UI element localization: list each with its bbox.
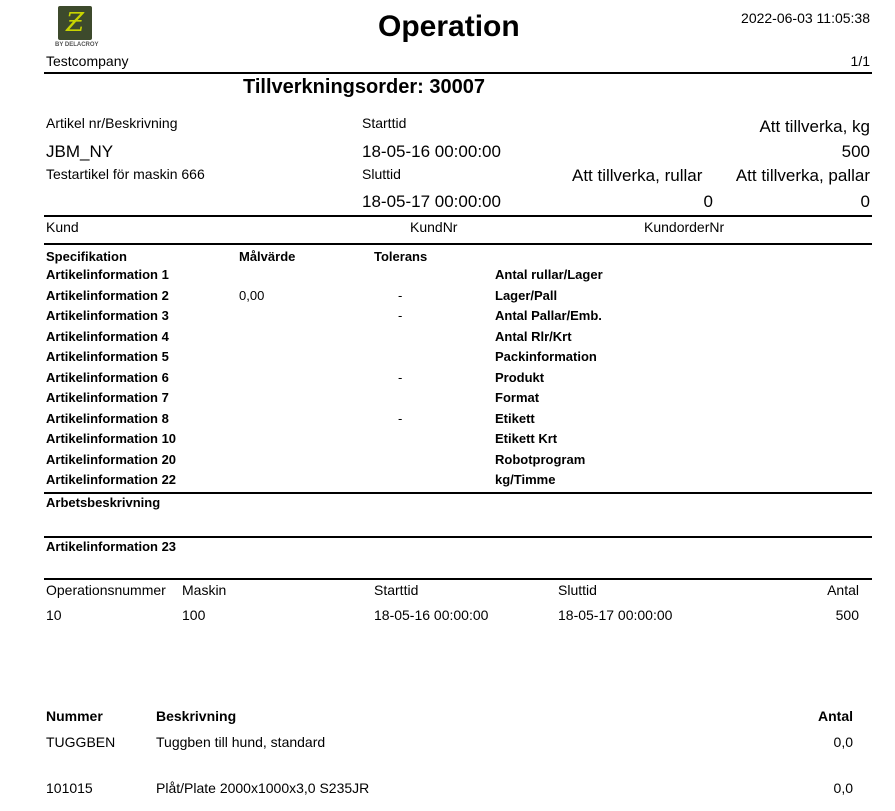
article-info-23-label: Artikelinformation 23 — [46, 539, 177, 554]
pack-info-label: Produkt — [495, 370, 545, 385]
target-header: Målvärde — [239, 249, 296, 264]
company-name: Testcompany — [46, 53, 129, 69]
page-title: Operation — [378, 10, 520, 43]
divider — [44, 243, 872, 245]
operation-qty-header: Antal — [827, 582, 859, 598]
pack-info-label: Format — [495, 390, 540, 405]
logo-tagline: BY DELACROY — [55, 42, 99, 48]
spec-name: Artikelinformation 3 — [46, 308, 169, 323]
operation-end-header: Sluttid — [558, 582, 597, 598]
spec-name: Artikelinformation 6 — [46, 370, 169, 385]
company-logo — [58, 6, 92, 40]
rolls-value: 0 — [703, 192, 713, 211]
spec-header: Specifikation — [46, 249, 127, 264]
pallets-value: 0 — [860, 192, 870, 211]
divider — [44, 492, 872, 494]
spec-tolerance: - — [398, 370, 403, 385]
operation-end: 18-05-17 00:00:00 — [558, 607, 673, 623]
machine-header: Maskin — [182, 582, 227, 598]
pack-info-label: Antal Pallar/Emb. — [495, 308, 602, 323]
spec-tolerance: - — [398, 411, 403, 426]
material-description: Tuggben till hund, standard — [156, 734, 326, 750]
divider — [44, 536, 872, 538]
spec-target: 0,00 — [239, 288, 265, 303]
operation-number-header: Operationsnummer — [46, 582, 166, 598]
pack-info-label: Lager/Pall — [495, 288, 558, 303]
start-label: Starttid — [362, 115, 407, 131]
pack-info-label: Packinformation — [495, 349, 597, 364]
article-number: JBM_NY — [46, 142, 114, 161]
spec-name: Artikelinformation 4 — [46, 329, 169, 344]
operation-number: 10 — [46, 607, 62, 623]
tolerance-header: Tolerans — [374, 249, 428, 264]
pack-info-label: Etikett Krt — [495, 431, 558, 446]
material-qty: 0,0 — [833, 780, 853, 796]
operation-machine: 100 — [182, 607, 206, 623]
customer-label: Kund — [46, 219, 79, 235]
work-description-label: Arbetsbeskrivning — [46, 495, 161, 510]
spec-tolerance: - — [398, 288, 403, 303]
pack-info-label: kg/Timme — [495, 472, 556, 487]
article-description: Testartikel för maskin 666 — [46, 166, 205, 182]
customer-order-number-label: KundorderNr — [644, 219, 725, 235]
pallets-label: Att tillverka, pallar — [735, 166, 870, 185]
print-datetime: 2022-06-03 11:05:38 — [741, 10, 870, 26]
operation-start: 18-05-16 00:00:00 — [374, 607, 489, 623]
divider — [44, 72, 872, 74]
material-number-header: Nummer — [46, 708, 103, 724]
kg-label: Att tillverka, kg — [759, 117, 870, 136]
rolls-label: Att tillverka, rullar — [572, 166, 703, 185]
customer-number-label: KundNr — [410, 219, 458, 235]
spec-name: Artikelinformation 1 — [46, 267, 169, 282]
pack-info-label: Etikett — [495, 411, 535, 426]
spec-name: Artikelinformation 8 — [46, 411, 169, 426]
pack-info-label: Robotprogram — [495, 452, 586, 467]
end-value: 18-05-17 00:00:00 — [362, 192, 501, 211]
spec-name: Artikelinformation 7 — [46, 390, 169, 405]
spec-name: Artikelinformation 22 — [46, 472, 177, 487]
divider — [44, 578, 872, 580]
kg-value: 500 — [841, 142, 870, 161]
spec-name: Artikelinformation 5 — [46, 349, 169, 364]
material-qty-header: Antal — [818, 708, 853, 724]
article-label: Artikel nr/Beskrivning — [46, 115, 178, 131]
operation-qty: 500 — [835, 607, 859, 623]
material-description: Plåt/Plate 2000x1000x3,0 S235JR — [156, 780, 370, 796]
start-value: 18-05-16 00:00:00 — [362, 142, 501, 161]
divider — [44, 215, 872, 217]
material-number: TUGGBEN — [46, 734, 116, 750]
material-qty: 0,0 — [833, 734, 853, 750]
material-number: 101015 — [46, 780, 93, 796]
operation-start-header: Starttid — [374, 582, 419, 598]
spec-name: Artikelinformation 2 — [46, 288, 169, 303]
end-label: Sluttid — [362, 166, 401, 182]
spec-name: Artikelinformation 20 — [46, 452, 177, 467]
pack-info-label: Antal rullar/Lager — [495, 267, 603, 282]
logo-glyph: Ƶ — [65, 8, 85, 38]
pack-info-label: Antal Rlr/Krt — [495, 329, 572, 344]
spec-name: Artikelinformation 10 — [46, 431, 177, 446]
order-heading: Tillverkningsorder: 30007 — [243, 76, 485, 98]
material-description-header: Beskrivning — [156, 708, 237, 724]
page-number: 1/1 — [850, 53, 870, 69]
spec-tolerance: - — [398, 308, 403, 323]
